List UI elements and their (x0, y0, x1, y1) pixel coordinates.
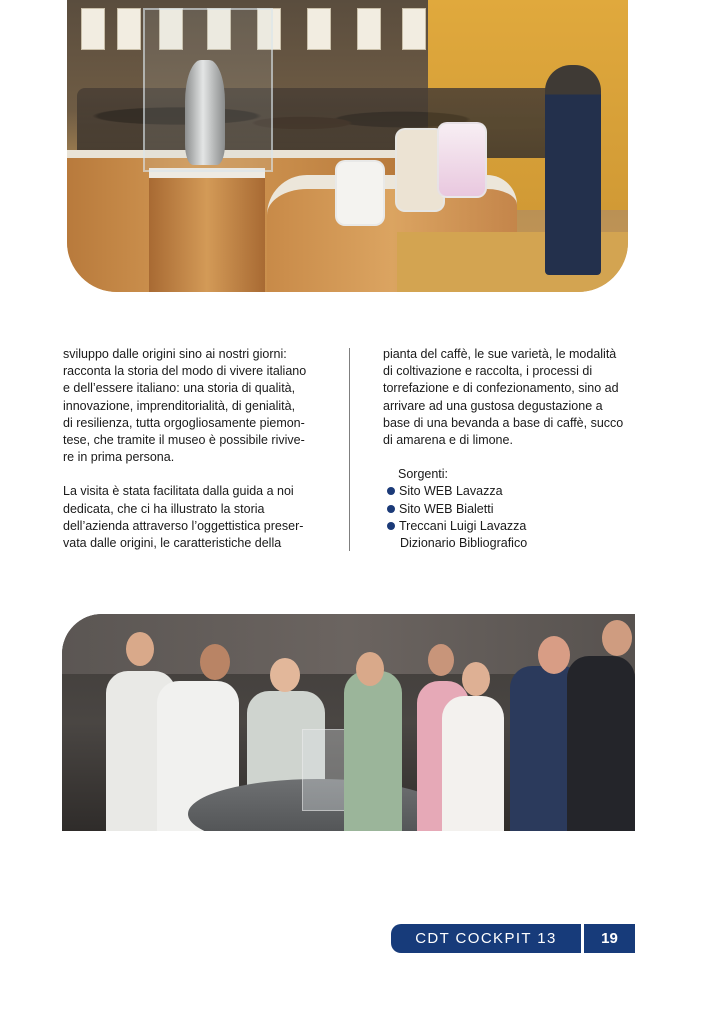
head (462, 662, 490, 696)
text-line: pianta del caffè, le sue varietà, le modalità (383, 347, 617, 361)
text-line: innovazione, imprenditorialità, di genialità, (63, 398, 296, 413)
text-line: torrefazione e di confezionamento, sino ad (383, 381, 619, 396)
head (200, 644, 230, 680)
museum-hall-photo (67, 0, 628, 292)
poster (357, 8, 381, 50)
sources-title: Sorgenti: (398, 467, 449, 482)
head (428, 644, 454, 676)
source-label: Treccani Luigi Lavazza (399, 518, 527, 533)
glass-vitrine (302, 729, 350, 811)
text-line: dell’azienda attraverso l’oggettistica preser- (63, 518, 304, 533)
paragraph (383, 346, 636, 449)
text-line: vata dalle origini, le caratteristiche della (63, 536, 282, 551)
text-line: di amarena e di limone. (383, 433, 513, 448)
page-number-tab (584, 924, 635, 953)
text-line: La visita è stata facilitata dalla guida a noi (63, 484, 294, 499)
source-item (383, 483, 636, 500)
poster (117, 8, 141, 50)
text-line: racconta la storia del modo di vivere italiano (63, 364, 307, 379)
coffee-machine-urn (185, 60, 225, 165)
paragraph (63, 483, 317, 552)
head (270, 658, 300, 692)
source-item (383, 518, 636, 535)
bullet-icon (387, 505, 395, 513)
glass-jar (437, 122, 487, 198)
column-divider (349, 348, 350, 551)
person (442, 696, 504, 831)
text-line: base di una bevanda a base di caffè, succo (383, 415, 624, 430)
bullet-icon (387, 522, 395, 530)
magazine-title: CDT COCKPIT 13 (415, 930, 557, 947)
source-label: Sito WEB Bialetti (399, 501, 494, 516)
head (538, 636, 570, 674)
head (602, 620, 632, 656)
text-line: dedicata, che ci ha illustrato la storia (63, 501, 265, 516)
standing-man (545, 65, 601, 275)
poster (81, 8, 105, 50)
text-line: sviluppo dalle origini sino ai nostri giorni: (63, 347, 287, 361)
poster (402, 8, 426, 50)
source-continuation: Dizionario Bibliografico (400, 536, 528, 551)
head (356, 652, 384, 686)
person (567, 656, 635, 831)
poster (307, 8, 331, 50)
person (344, 671, 402, 831)
group-visit-photo (62, 614, 635, 831)
right-text-column (383, 346, 636, 552)
pedestal (149, 168, 265, 292)
text-line: e dell’essere italiano: una storia di qualità, (63, 381, 296, 396)
left-text-column (63, 346, 317, 552)
text-line: arrivare ad una gustosa degustazione a (383, 398, 603, 413)
paragraph (63, 346, 317, 466)
magazine-title-tab (391, 924, 581, 953)
text-line: di resilienza, tutta orgogliosamente piemon- (63, 415, 305, 430)
sources-items (383, 483, 636, 535)
glass-jar (335, 160, 385, 226)
source-label: Sito WEB Lavazza (399, 484, 503, 499)
text-line: re in prima persona. (63, 450, 175, 465)
sources-list (383, 466, 636, 552)
source-item (383, 501, 636, 518)
text-line: tese, che tramite il museo è possibile rivive- (63, 433, 305, 448)
bullet-icon (387, 487, 395, 495)
text-line: di coltivazione e raccolta, i processi di (383, 364, 593, 379)
head (126, 632, 154, 666)
page-number: 19 (601, 930, 618, 947)
